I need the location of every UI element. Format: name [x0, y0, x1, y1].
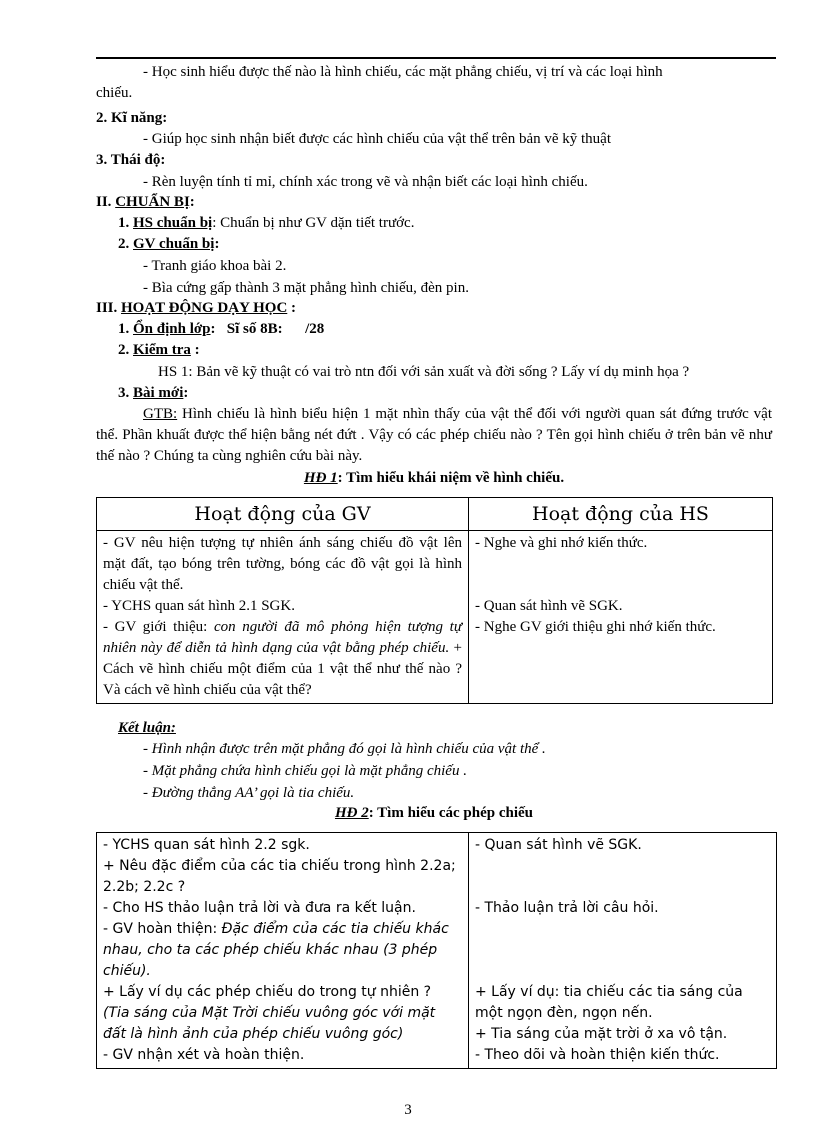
header-hs: Hoạt động của HS [469, 498, 773, 531]
gv-emphasis: Đặc điểm của các tia chiếu khác nhau, cho ta các phép chiếu khác nhau (3 phép chiếu). [103, 921, 449, 979]
gv-question: + Cách vẽ hình chiếu một điểm của 1 vật thể như thế nào ? Và cách vẽ hình chiếu của vật thể? [103, 640, 462, 698]
hs-paragraph: - Nghe GV giới thiệu ghi nhớ kiến thức. [475, 619, 716, 635]
hs-cell [469, 833, 777, 1069]
gv-paragraph [103, 919, 462, 982]
activity-2-table [96, 832, 777, 1069]
gv-prep-item: - Tranh giáo khoa bài 2. [143, 258, 287, 274]
check-question: HS 1: Bản vẽ kỹ thuật có vai trò ntn đối với sản xuất và đời sống ? Lấy ví dụ minh họa ? [158, 364, 690, 380]
hs-prep [118, 213, 414, 233]
hs-paragraph: + Lấy ví dụ: tia chiếu các tia sáng của một ngọn đèn, ngọn nến. [475, 984, 743, 1021]
hs-cell [469, 531, 773, 704]
item-number: 3. [118, 385, 130, 401]
gv-prep [118, 234, 219, 254]
hs-paragraph: - Quan sát hình vẽ SGK. [475, 598, 623, 614]
gv-cell [97, 833, 469, 1069]
check-heading: Kiểm tra [133, 342, 191, 358]
header-rule [96, 57, 776, 59]
table-row [97, 833, 777, 1069]
new-lesson-line [118, 383, 188, 403]
section-number: II. [96, 194, 112, 210]
item-number: 1. [118, 321, 130, 337]
hs-paragraph: - Thảo luận trả lời câu hỏi. [475, 900, 659, 916]
section-number: III. [96, 300, 118, 316]
check-colon: : [190, 342, 200, 358]
page-number: 3 [404, 1102, 412, 1118]
gv-cell [97, 531, 469, 704]
gv-paragraph: + Lấy ví dụ các phép chiếu do trong tự nhiên ? [103, 984, 432, 1000]
skills-text: - Giúp học sinh nhận biết được các hình chiếu của vật thể trên bản vẽ kỹ thuật [143, 131, 611, 147]
activity-1-table [96, 497, 773, 704]
conclusion-heading: Kết luận: [118, 720, 176, 736]
conclusion-item: - Đường thẳng AA’ gọi là tia chiếu. [143, 785, 355, 801]
gv-paragraph: - Cho HS thảo luận trả lời và đưa ra kết luận. [103, 900, 416, 916]
class-total: /28 [305, 321, 325, 337]
activity-label: HĐ 2 [334, 805, 369, 821]
gv-paragraph: - YCHS quan sát hình 2.1 SGK. [103, 598, 295, 614]
check-heading-line [118, 340, 200, 360]
item-number: 1. [118, 215, 130, 231]
stabilize-colon: : [210, 321, 216, 337]
header-gv: Hoạt động của GV [97, 498, 469, 531]
activity-title: : Tìm hiểu các phép chiếu [368, 805, 534, 821]
item-number: 2. [118, 342, 130, 358]
gv-paragraph: - GV nêu hiện tượng tự nhiên ánh sáng chiếu đồ vật lên mặt đất, tạo bóng trên tường, bóng các đồ vật gọi là hình chiếu vật thể. [103, 535, 462, 593]
stabilize-heading: Ổn định lớp [133, 321, 211, 337]
new-lesson-colon: : [183, 385, 189, 401]
gv-intro: - GV hoàn thiện: [103, 921, 222, 937]
hs-paragraph: + Tia sáng của mặt trời ở xa vô tận. [475, 1026, 728, 1042]
item-number: 2. [118, 236, 130, 252]
section-title: HOẠT ĐỘNG DẠY HỌC [121, 300, 288, 316]
table-header-row [97, 498, 773, 531]
gv-prep-heading: GV chuẩn bị [133, 236, 215, 252]
attitude-text: - Rèn luyện tính tỉ mỉ, chính xác trong vẽ và nhận biết các loại hình chiếu. [143, 174, 588, 190]
intro-line-cont: chiếu. [96, 85, 133, 101]
gv-paragraph: - GV nhận xét và hoàn thiện. [103, 1047, 305, 1063]
section-colon: : [189, 194, 195, 210]
hs-prep-heading: HS chuẩn bị [133, 215, 213, 231]
conclusion-item: - Hình nhận được trên mặt phẳng đó gọi là hình chiếu của vật thể . [143, 741, 546, 757]
section-prep-heading [96, 192, 195, 212]
activity-2-heading [96, 803, 772, 823]
section-colon: : [287, 300, 297, 316]
activity-label: HĐ 1 [303, 470, 338, 486]
new-lesson-heading: Bài mới [133, 385, 184, 401]
skills-heading: 2. Kĩ năng: [96, 110, 168, 126]
class-count-label: Sĩ số 8B: [226, 321, 283, 337]
table-row [97, 531, 773, 704]
attitude-heading: 3. Thái độ: [96, 152, 166, 168]
gv-paragraph: (Tia sáng của Mặt Trời chiếu vuông góc với mặt đất là hình ảnh của phép chiếu vuông góc) [103, 1005, 436, 1042]
gtb-label: GTB: [143, 406, 178, 422]
stabilize-class [118, 319, 324, 339]
gtb-text: Hình chiếu là hình biểu hiện 1 mặt nhìn thấy của vật thể đối với người quan sát đứng trước vật thể. Phần khuất được thể hiện bằng nét đứt . Vậy có các phép chiếu nào ? Tên gọi hình chiếu ở trên bản vẽ như thế nào ? Chúng ta cùng nghiên cứu bài này. [96, 406, 772, 464]
conclusion-item: - Mặt phẳng chứa hình chiếu gọi là mặt phẳng chiếu . [143, 763, 467, 779]
gv-paragraph [103, 617, 462, 701]
gv-intro: - GV giới thiệu: [103, 619, 214, 635]
gv-paragraph: + Nêu đặc điểm của các tia chiếu trong hình 2.2a; 2.2b; 2.2c ? [103, 858, 456, 895]
gv-prep-colon: : [214, 236, 220, 252]
activity-title: : Tìm hiểu khái niệm về hình chiếu. [337, 470, 565, 486]
hs-paragraph: - Quan sát hình vẽ SGK. [475, 837, 642, 853]
intro-paragraph [96, 404, 772, 467]
hs-prep-text: : Chuẩn bị như GV dặn tiết trước. [212, 215, 415, 231]
gv-emphasis: con người đã mô phỏng hiện tượng tự nhiên này để diễn tả hình dạng của vật bằng phép chiếu. [103, 619, 462, 656]
gv-paragraph: - YCHS quan sát hình 2.2 sgk. [103, 837, 310, 853]
hs-paragraph: - Nghe và ghi nhớ kiến thức. [475, 535, 648, 551]
intro-line: - Học sinh hiểu được thế nào là hình chiếu, các mặt phẳng chiếu, vị trí và các loại hình [143, 64, 663, 80]
section-activities-heading [96, 298, 296, 318]
hs-paragraph: - Theo dõi và hoàn thiện kiến thức. [475, 1047, 720, 1063]
activity-1-heading [96, 468, 772, 488]
gv-prep-item: - Bìa cứng gấp thành 3 mặt phẳng hình chiếu, đèn pin. [143, 280, 469, 296]
section-title: CHUẨN BỊ [115, 194, 190, 210]
